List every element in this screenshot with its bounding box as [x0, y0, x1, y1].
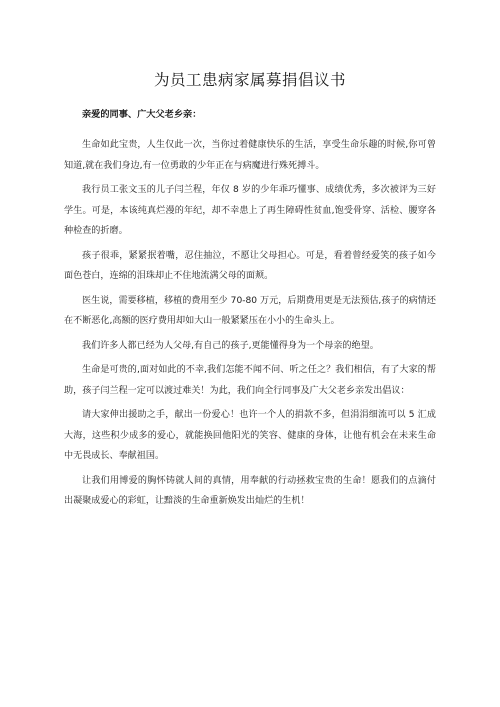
paragraph-8: 让我们用博爱的胸怀铸就人间的真情，用奉献的行动拯救宝贵的生命！愿我们的点滴付出凝聚成爱心的彩虹，让黯淡的生命重新焕发出灿烂的生机！: [64, 475, 436, 506]
document-title: 为员工患病家属募捐倡议书: [153, 71, 346, 89]
paragraph-4: 医生说，需要移植，移植的费用至少 70-80 万元，后期费用更是无法预估,孩子的病情还在不断恶化,高额的医疗费用却如大山一般紧紧压在小小的生命头上。: [64, 295, 436, 326]
paragraph-7: 请大家伸出援助之手，献出一份爱心！也许一个人的捐款不多，但涓涓细流可以 5 汇成大海，这些积少成多的爱心，就能换回他阳光的笑容、健康的身体，让他有机会在未来生命中无畏成长、奉献祖国。: [64, 410, 436, 461]
paragraph-6: 生命是可贵的,面对如此的不幸,我们怎能不闻不问、听之任之？我们相信，有了大家的帮助，孩子闫兰程一定可以渡过难关！为此，我们向全行同事及广大父老乡亲发出倡议：: [64, 365, 436, 396]
salutation: 亲爱的同事、广大父老乡亲：: [82, 109, 202, 120]
paragraph-5: 我们许多人都已经为人父母,有自己的孩子,更能懂得身为一个母亲的绝望。: [82, 340, 379, 351]
paragraph-3: 孩子很乖，紧紧抿着嘴，忍住抽泣，不愿让父母担心。可是，看着曾经爱笑的孩子如今面色苍白，连绵的泪珠却止不住地流满父母的面颊。: [64, 250, 436, 281]
paragraph-2: 我行员工张文玉的儿子闫兰程，年仅 8 岁的少年乖巧懂事、成绩优秀，多次被评为三好学生。可是，本该纯真烂漫的年纪，却不幸患上了再生障碍性贫血,饱受骨穿、活检、腰穿各种检查的折磨。: [64, 185, 436, 236]
paragraph-1: 生命如此宝贵，人生仅此一次，当你过着健康快乐的生活，享受生命乐趣的时候,你可曾知道,就在我们身边,有一位勇敢的少年正在与病魔进行殊死搏斗。: [64, 140, 436, 171]
